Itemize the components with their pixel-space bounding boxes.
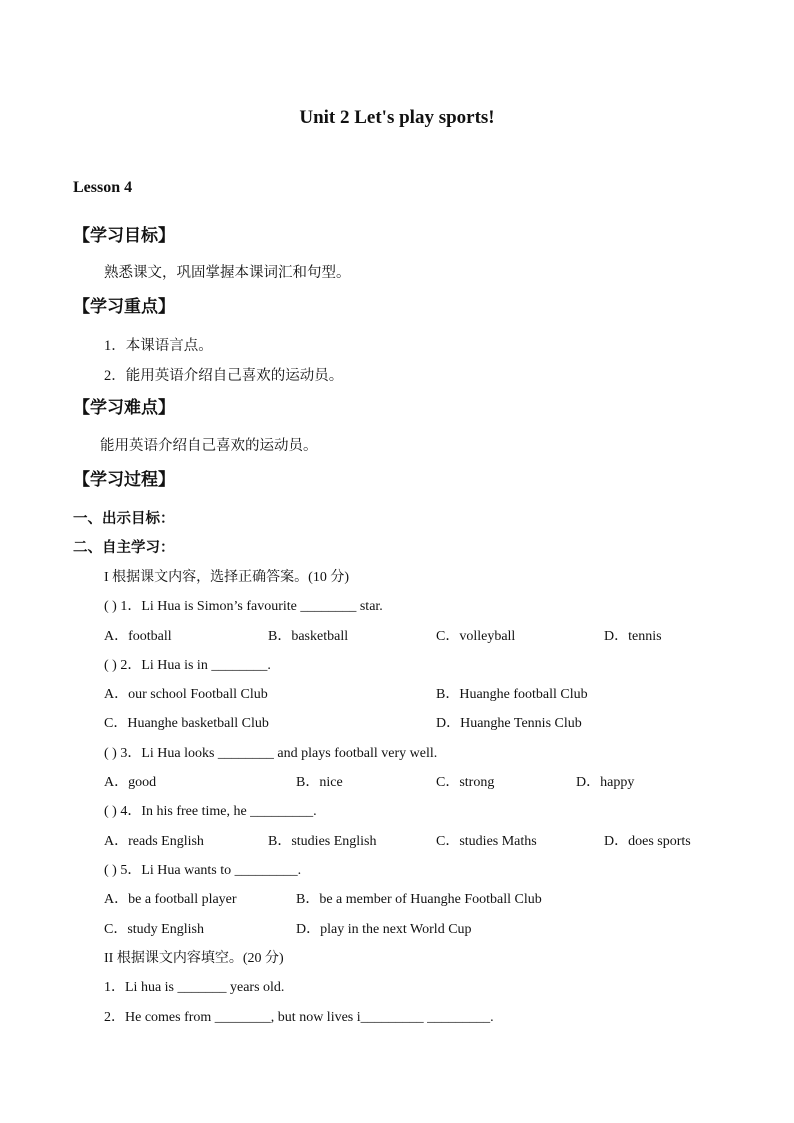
question-stem: ( ) 1．Li Hua is Simon’s favourite ________ star. — [104, 599, 383, 614]
option-d: D．tennis — [604, 629, 662, 644]
heading-process: 【学习过程】 — [73, 470, 175, 489]
lesson-label: Lesson 4 — [73, 179, 133, 196]
question-stem: ( ) 4．In his free time, he _________. — [104, 804, 317, 819]
difficulty-text: 能用英语介绍自己喜欢的运动员。 — [100, 438, 318, 454]
option-c: C．Huanghe basketball Club — [104, 716, 269, 731]
question-stem: ( ) 3．Li Hua looks ________ and plays football very well. — [104, 746, 438, 761]
option-a: A．be a football player — [104, 892, 237, 907]
fill-item: 1．Li hua is _______ years old. — [104, 980, 285, 995]
option-a: A．football — [104, 629, 172, 644]
option-b: B．basketball — [268, 629, 349, 644]
part2-instruction: II 根据课文内容填空。(20 分) — [104, 951, 284, 966]
goal-text: 熟悉课文，巩固掌握本课词汇和句型。 — [104, 265, 351, 281]
key-item-1: 1．本课语言点。 — [104, 338, 213, 354]
option-b: B．be a member of Huanghe Football Club — [296, 892, 542, 907]
option-a: A．good — [104, 775, 157, 790]
heading-key: 【学习重点】 — [73, 297, 175, 316]
option-c: C．volleyball — [436, 629, 516, 644]
key-item-2: 2．能用英语介绍自己喜欢的运动员。 — [104, 368, 344, 384]
option-d: D．Huanghe Tennis Club — [436, 716, 582, 731]
option-d: D．play in the next World Cup — [296, 922, 472, 937]
heading-goal: 【学习目标】 — [73, 226, 175, 245]
step-1: 一、出示目标： — [73, 511, 175, 527]
option-c: C．study English — [104, 922, 204, 937]
option-b: B．nice — [296, 775, 343, 790]
fill-item: 2．He comes from ________, but now lives i_________ _________. — [104, 1010, 494, 1025]
question-stem: ( ) 5．Li Hua wants to _________. — [104, 863, 302, 878]
option-c: C．studies Maths — [436, 834, 537, 849]
page-title: Unit 2 Let's play sports! — [299, 107, 495, 128]
option-c: C．strong — [436, 775, 495, 790]
option-d: D．does sports — [604, 834, 691, 849]
option-b: B．Huanghe football Club — [436, 687, 588, 702]
part1-instruction: I 根据课文内容，选择正确答案。(10 分) — [104, 570, 349, 585]
question-stem: ( ) 2．Li Hua is in ________. — [104, 658, 271, 673]
option-a: A．reads English — [104, 834, 204, 849]
option-a: A．our school Football Club — [104, 687, 268, 702]
heading-difficulty: 【学习难点】 — [73, 398, 175, 417]
option-d: D．happy — [576, 775, 635, 790]
option-b: B．studies English — [268, 834, 377, 849]
step-2: 二、自主学习： — [73, 540, 175, 556]
